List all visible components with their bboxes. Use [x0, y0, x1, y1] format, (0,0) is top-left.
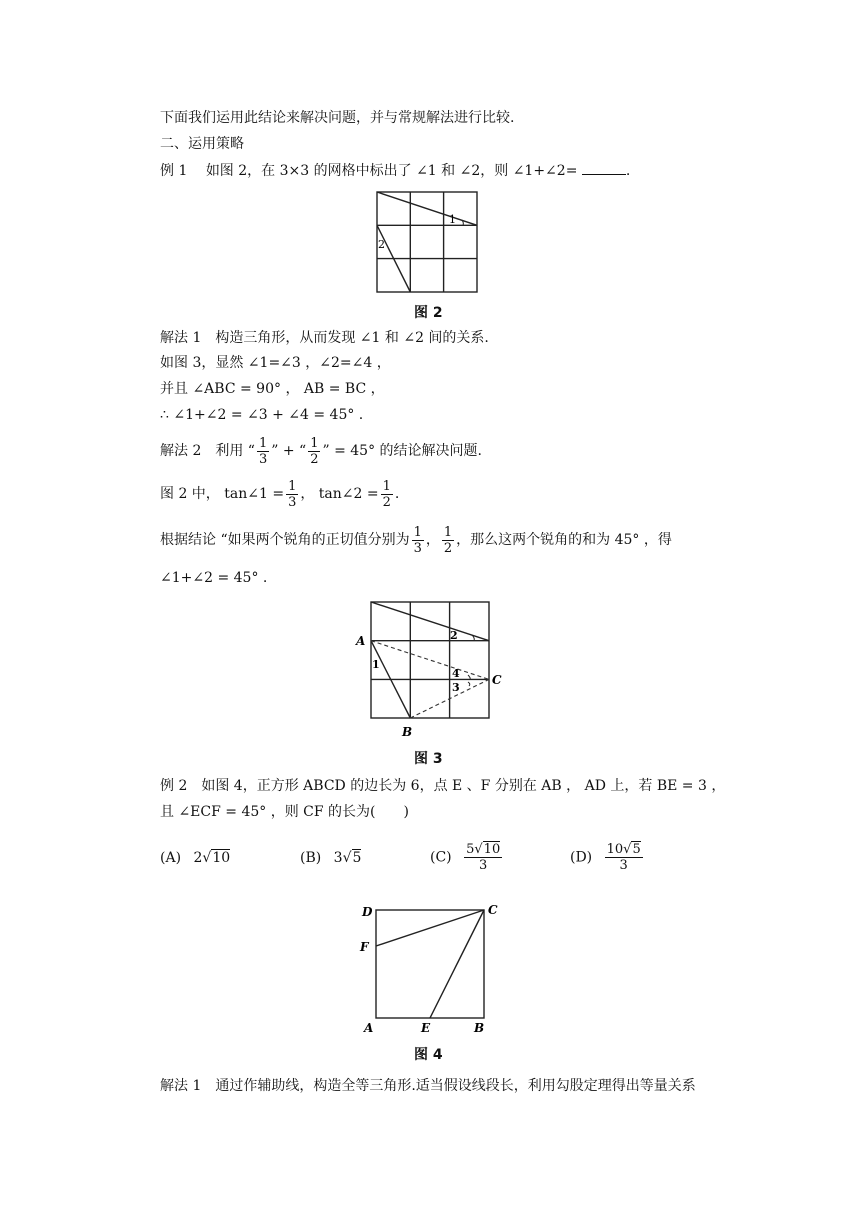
option-b-radicand: 5	[352, 850, 362, 866]
example2-line2: 且 ∠ECF = 45° ，则 CF 的长为( )	[160, 804, 409, 820]
fig3-angle3-label: 3	[452, 681, 460, 694]
option-b: (B) 3√5	[300, 850, 362, 866]
frac-den: 3	[258, 451, 268, 467]
option-d-fraction: $\frac{10√5}{3}$	[606, 842, 641, 873]
method2-conclusion	[160, 522, 672, 558]
option-c-label: (C)	[430, 849, 452, 866]
method2-tan-line	[160, 476, 399, 512]
figure-4-caption: 图 4	[414, 1047, 443, 1063]
fig3-point-B: B	[402, 725, 413, 739]
fraction-one-third	[286, 479, 298, 510]
method2-title	[160, 433, 482, 469]
frac-num-radicand: 5	[632, 842, 641, 857]
method1-title: 解法 1 构造三角形，从而发现 ∠1 和 ∠2 间的关系.	[160, 330, 489, 346]
method1-line1: 如图 3，显然 ∠1=∠3 ，∠2=∠4 ，	[160, 355, 391, 371]
frac-den: 2	[310, 451, 319, 467]
frac-den: 2	[382, 494, 391, 510]
conclusion-c: ，那么这两个锐角的和为 45° ，得	[456, 532, 672, 548]
frac-num-radicand: 10	[483, 842, 501, 857]
fig2-angle2-label: 2	[378, 238, 385, 251]
option-a-radicand: 10	[212, 850, 231, 866]
frac-num: 1	[443, 524, 453, 540]
option-d-label: (D)	[570, 849, 593, 866]
frac-num: 1	[310, 435, 319, 451]
frac-num: 1	[382, 478, 391, 494]
figure-3-caption: 图 3	[414, 751, 443, 767]
option-c	[430, 842, 504, 873]
method1-line2: 并且 ∠ABC = 90° ， AB = BC ，	[160, 381, 385, 397]
fig3-angle1-label: 1	[372, 658, 380, 671]
frac-num: 1	[288, 478, 297, 494]
tan2-text: ， tan∠2 =	[300, 486, 379, 502]
frac-num: 1	[413, 524, 422, 540]
option-b-label: (B)	[300, 850, 322, 866]
fraction-one-third	[257, 436, 269, 467]
option-b-coef: 3	[333, 850, 343, 866]
option-a-label: (A)	[160, 850, 182, 866]
example1-question	[160, 160, 630, 181]
method2-conclusion-line2: ∠1+∠2 = 45° .	[160, 570, 268, 586]
method1-line3: ∴ ∠1+∠2 = ∠3 + ∠4 = 45° .	[160, 407, 364, 423]
figure-2	[370, 186, 486, 296]
fig4-point-A: A	[364, 1021, 374, 1035]
fig3-angle2-label: 2	[450, 629, 458, 642]
example1-end: .	[625, 163, 631, 179]
option-d	[570, 842, 645, 873]
frac-den: 3	[413, 540, 422, 556]
fig2-angle1-label: 1	[449, 213, 456, 226]
method2-title-c: ” = 45° 的结论解决问题.	[322, 443, 482, 459]
fraction-one-third	[412, 525, 424, 556]
option-a: (A) 2√10	[160, 850, 231, 866]
figure-4	[354, 896, 504, 1036]
fig4-point-E: E	[421, 1021, 431, 1035]
method2-title-b: ” + “	[271, 443, 307, 459]
tan-end: .	[394, 486, 400, 502]
example1-text: 如图 2，在 3×3 的网格中标出了 ∠1 和 ∠2，则 ∠1+∠2=	[205, 163, 578, 179]
method2-title-a: 解法 2 利用 “	[160, 443, 255, 459]
example1-label: 例 1	[160, 163, 188, 179]
fig4-point-F: F	[360, 940, 369, 954]
frac-num-coef: 10	[606, 842, 624, 857]
figure-3	[350, 596, 500, 742]
intro-text: 下面我们运用此结论来解决问题，并与常规解法进行比较.	[160, 110, 515, 126]
conclusion-a: 根据结论 “如果两个锐角的正切值分别为	[160, 532, 410, 548]
tan1-text: 图 2 中， tan∠1 =	[160, 486, 285, 502]
answer-blank	[582, 160, 626, 175]
fig3-point-A: A	[356, 634, 366, 648]
fraction-one-half	[381, 479, 393, 510]
fraction-one-half	[308, 436, 320, 467]
option-c-fraction: $\frac{5√10}{3}$	[466, 842, 501, 873]
frac-den: 3	[619, 858, 628, 873]
frac-num-coef: 5	[466, 842, 475, 857]
example2-line1: 例 2 如图 4，正方形 ABCD 的边长为 6，点 E 、F 分别在 AB ， AD 上，若 BE = 3 ，	[160, 778, 726, 794]
frac-den: 2	[443, 540, 453, 556]
option-a-coef: 2	[193, 850, 203, 866]
conclusion-b: ，	[425, 532, 440, 548]
fig3-angle4-label: 4	[452, 667, 460, 680]
frac-den: 3	[288, 494, 297, 510]
fraction-one-half	[442, 525, 454, 556]
section-heading: 二、运用策略	[160, 136, 244, 152]
fig4-point-D: D	[362, 905, 373, 919]
fig4-point-C: C	[488, 903, 498, 917]
fig3-point-C: C	[492, 673, 502, 687]
figure-2-caption: 图 2	[414, 305, 443, 321]
example2-method1-title: 解法 1 通过作辅助线，构造全等三角形.适当假设线段长，利用勾股定理得出等量关系	[160, 1078, 696, 1094]
frac-num: 1	[258, 435, 268, 451]
fig4-point-B: B	[474, 1021, 485, 1035]
frac-den: 3	[479, 858, 488, 873]
